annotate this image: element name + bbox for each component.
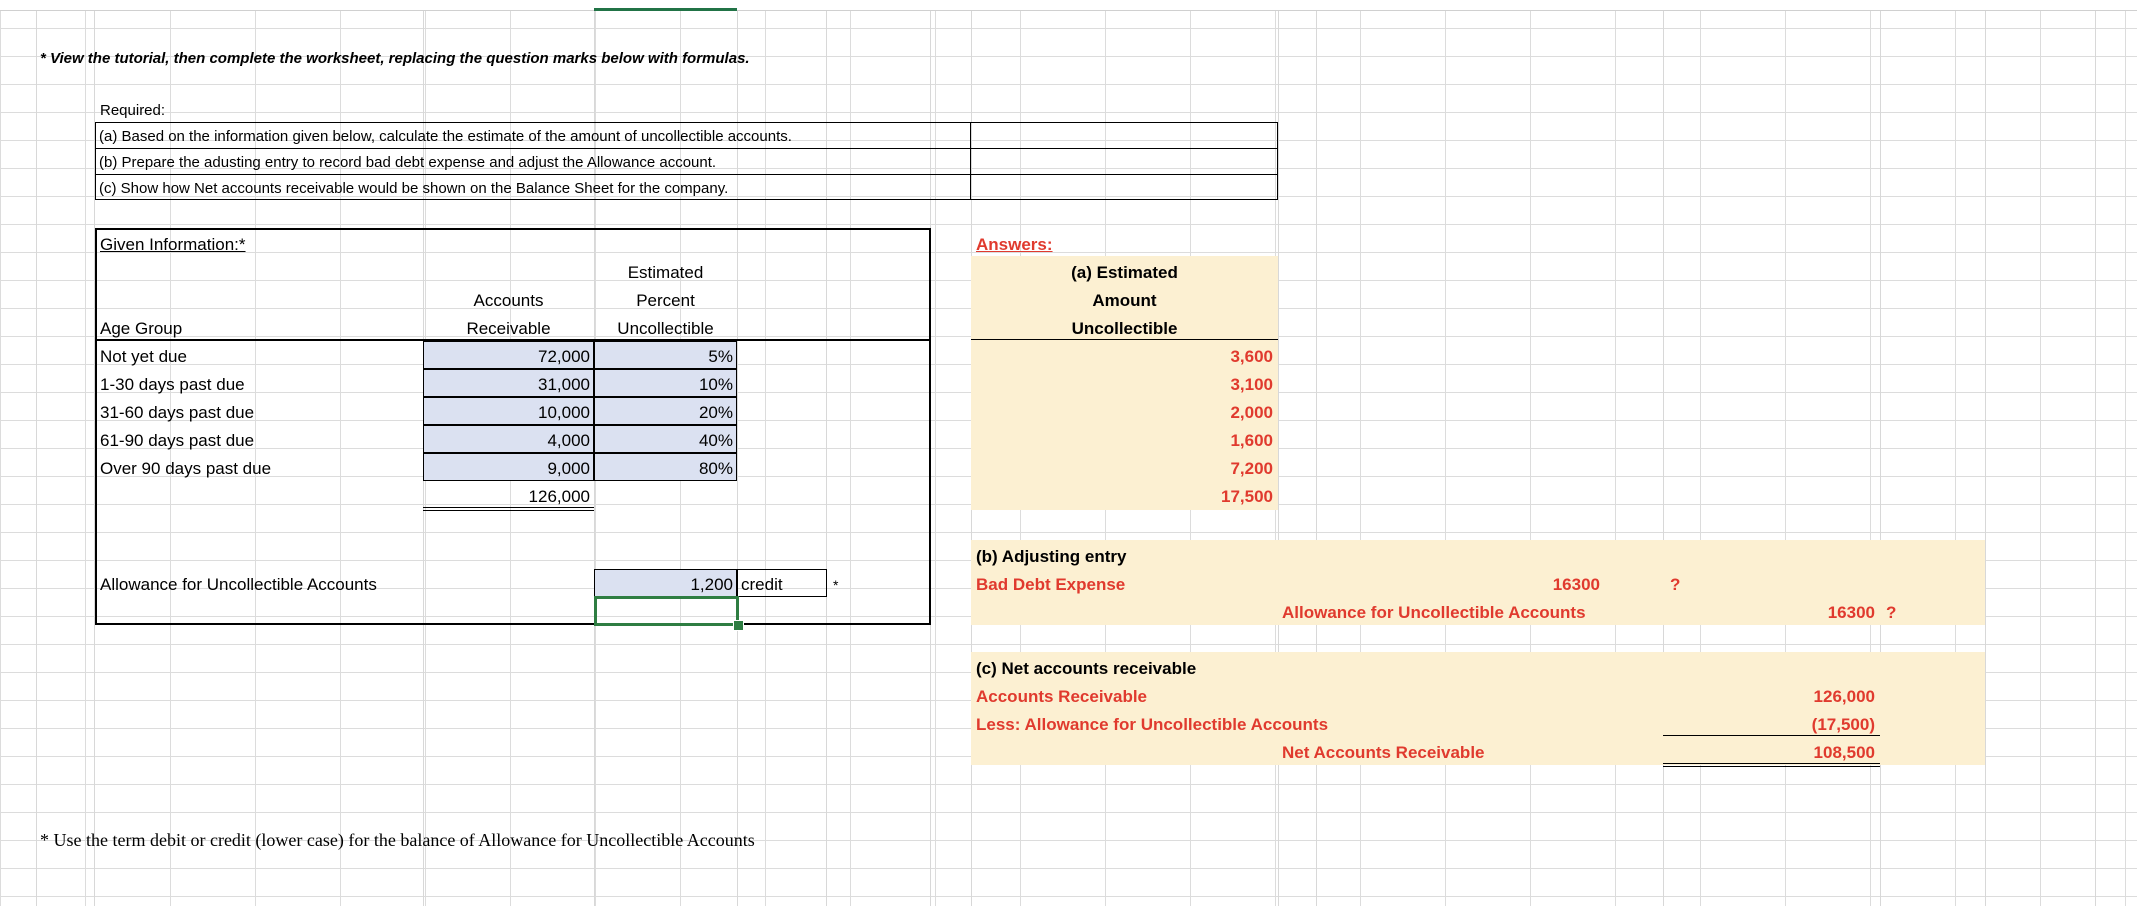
pct-row-2: 20% [698, 403, 733, 422]
answer-a-header-2: Amount [1092, 291, 1157, 310]
answer-a-header-1: (a) Estimated [1071, 263, 1178, 282]
allowance-value: 1,200 [690, 575, 733, 594]
answer-a-value-4: 7,200 [1230, 459, 1273, 478]
answer-c-ar-label: Accounts Receivable [976, 687, 1148, 706]
pct-row-0: 5% [708, 347, 733, 366]
answer-a-total: 17,500 [1221, 487, 1273, 506]
answer-b-credit-account: Allowance for Uncollectible Accounts [1282, 603, 1586, 622]
pct-row-1: 10% [698, 375, 733, 394]
answer-a-underline [971, 339, 1278, 340]
column-header-bar [0, 0, 2137, 11]
age-group-header: Age Group [100, 319, 183, 338]
required-divider [970, 122, 971, 200]
answers-title: Answers: [976, 235, 1053, 254]
answer-b-debit-amount: 16300 [1552, 575, 1600, 594]
allowance-label: Allowance for Uncollectible Accounts [100, 575, 377, 594]
answer-c-less-label: Less: Allowance for Uncollectible Accounts [976, 715, 1329, 734]
answer-a-value-1: 3,100 [1230, 375, 1273, 394]
ar-header-line2: Receivable [466, 319, 551, 338]
ar-row-3: 4,000 [547, 431, 590, 450]
active-column-indicator [594, 8, 737, 11]
answer-b-credit-amount: 16300 [1827, 603, 1875, 622]
answer-c-subtotal-line [1663, 735, 1880, 736]
total-double-underline [423, 510, 594, 511]
required-item-a: (a) Based on the information given below, calculate the estimate of the amount of uncollectible accounts. [99, 128, 792, 145]
selected-cell[interactable] [594, 596, 739, 626]
answer-a-value-0: 3,600 [1230, 347, 1273, 366]
age-row-2: 31-60 days past due [100, 403, 255, 422]
pct-header-line2: Percent [636, 291, 695, 310]
pct-header-line3: Uncollectible [617, 319, 714, 338]
answer-b-debit-question: ? [1670, 575, 1681, 594]
instructions-text: * View the tutorial, then complete the worksheet, replacing the question marks below with formulas. [40, 50, 750, 67]
answer-c-double-underline [1663, 766, 1880, 767]
given-information-title: Given Information:* [100, 235, 246, 254]
footnote: * Use the term debit or credit (lower case) for the balance of Allowance for Uncollectible Accounts [40, 830, 755, 850]
ar-total: 126,000 [528, 487, 590, 506]
answer-b-debit-account: Bad Debt Expense [976, 575, 1126, 594]
answer-c-double-underline [1663, 763, 1880, 764]
required-row-line [95, 148, 1278, 149]
answer-c-title: (c) Net accounts receivable [976, 659, 1197, 678]
answer-c-less-value: (17,500) [1811, 715, 1875, 734]
age-row-4: Over 90 days past due [100, 459, 272, 478]
pct-header-line1: Estimated [627, 263, 704, 282]
fill-handle[interactable] [733, 620, 744, 631]
answer-b-title: (b) Adjusting entry [976, 547, 1127, 566]
ar-header-line1: Accounts [473, 291, 544, 310]
answer-a-value-2: 2,000 [1230, 403, 1273, 422]
ar-row-4: 9,000 [547, 459, 590, 478]
ar-row-1: 31,000 [538, 375, 590, 394]
age-row-0: Not yet due [100, 347, 187, 366]
ar-row-0: 72,000 [538, 347, 590, 366]
pct-row-3: 40% [698, 431, 733, 450]
answer-c-net-label: Net Accounts Receivable [1282, 743, 1485, 762]
allowance-note: * [833, 577, 839, 593]
answer-c-net-value: 108,500 [1813, 743, 1875, 762]
required-label: Required: [100, 102, 166, 119]
required-item-c: (c) Show how Net accounts receivable would be shown on the Balance Sheet for the company. [99, 180, 729, 197]
answer-c-ar-value: 126,000 [1813, 687, 1875, 706]
required-row-line [95, 174, 1278, 175]
answer-a-value-3: 1,600 [1230, 431, 1273, 450]
age-row-3: 61-90 days past due [100, 431, 255, 450]
pct-row-4: 80% [698, 459, 733, 478]
age-row-1: 1-30 days past due [100, 375, 245, 394]
answer-b-credit-question: ? [1886, 603, 1897, 622]
total-double-underline [423, 507, 594, 508]
answer-a-header-3: Uncollectible [1071, 319, 1178, 338]
ar-row-2: 10,000 [538, 403, 590, 422]
required-item-b: (b) Prepare the adusting entry to record bad debt expense and adjust the Allowance account. [99, 154, 717, 171]
allowance-type: credit [741, 575, 783, 594]
